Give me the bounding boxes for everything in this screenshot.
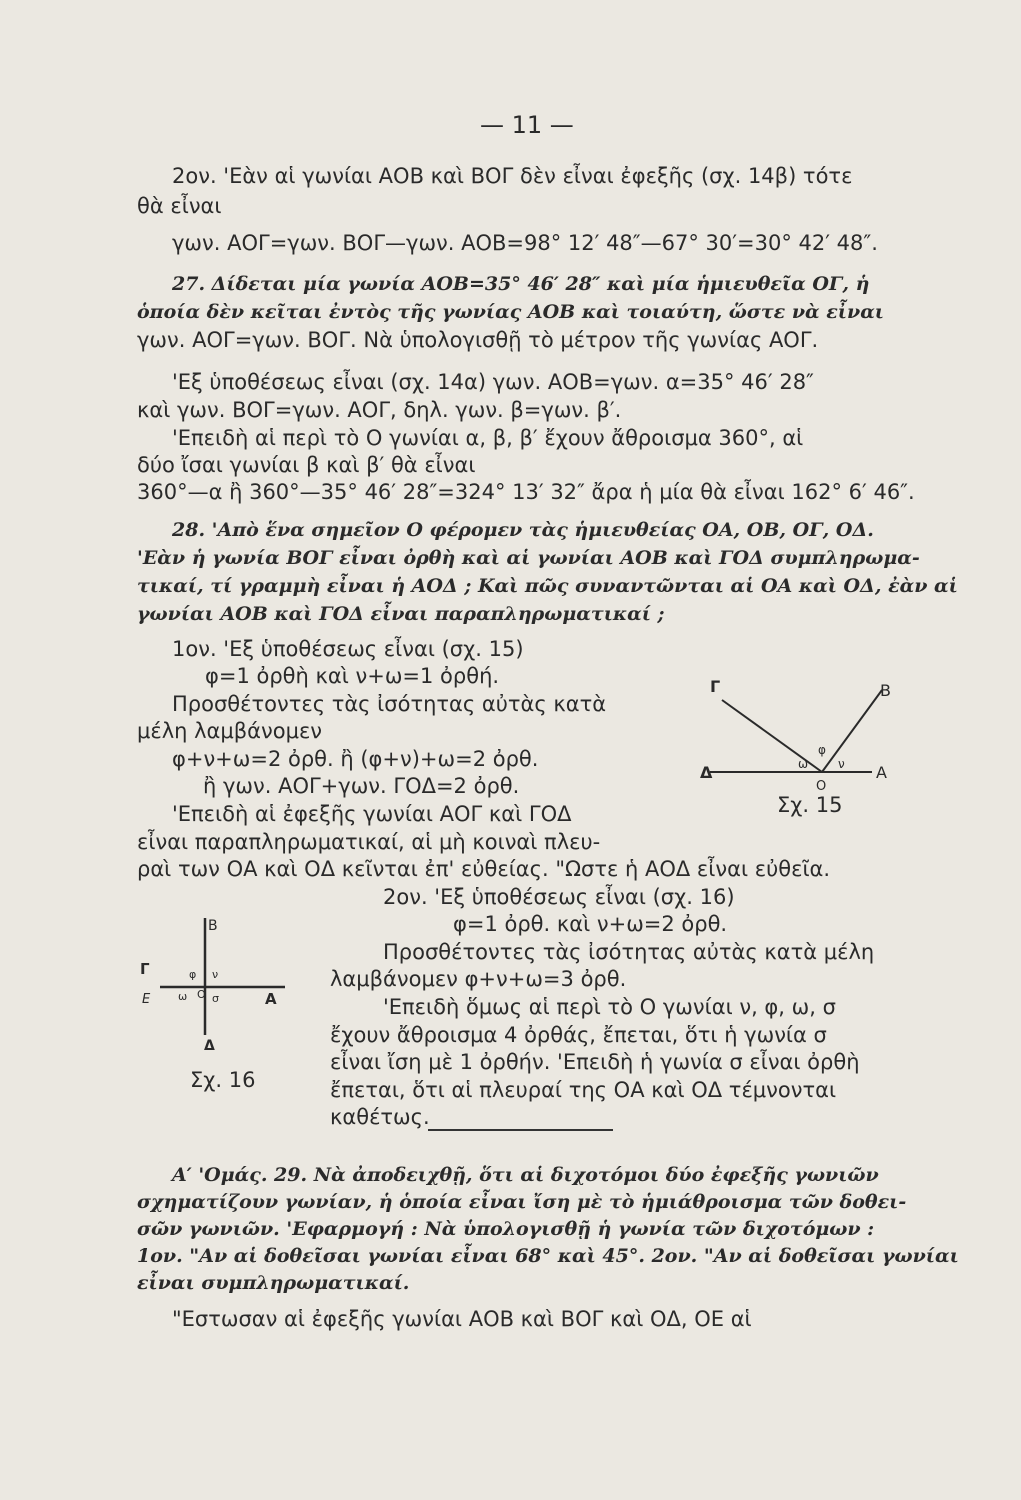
- fig15-label-d: Δ: [700, 763, 713, 782]
- fig15-label-a: Α: [876, 763, 887, 782]
- text-line: 360°—α ἢ 360°—35° 46′ 28″=324° 13′ 32″ ἄρα ἡ μία θὰ εἶναι 162° 6′ 46″.: [137, 480, 915, 504]
- exercise-28-line: γωνίαι ΑΟΒ καὶ ΓΟΔ εἶναι παραπληρωματικαί ;: [137, 603, 665, 625]
- figure-15-caption: Σχ. 15: [777, 793, 843, 817]
- text-line: φ+ν+ω=2 ὀρθ. ἢ (φ+ν)+ω=2 ὀρθ.: [172, 747, 539, 771]
- figure-15: [700, 670, 900, 800]
- page-number: — 11 —: [480, 111, 574, 139]
- exercise-28-line: τικαί, τί γραμμὴ εἶναι ἡ ΑΟΔ ; Καὶ πῶς συναντῶνται αἱ ΟΑ καὶ ΟΔ, ἐὰν αἱ: [137, 575, 958, 597]
- exercise-27-line: γων. ΑΟΓ=γων. ΒΟΓ. Νὰ ὑπολογισθῇ τὸ μέτρον τῆς γωνίας ΑΟΓ.: [137, 328, 819, 352]
- text-line: θὰ εἶναι: [137, 194, 222, 218]
- text-line: δύο ἴσαι γωνίαι β καὶ β′ θὰ εἶναι: [137, 453, 476, 477]
- exercise-29-line: εἶναι συμπληρωματικαί.: [137, 1272, 410, 1294]
- text-line: Προσθέτοντες τὰς ἰσότητας αὐτὰς κατὰ μέλη: [383, 940, 875, 964]
- text-line: 1ον. 'Εξ ὑποθέσεως εἶναι (σχ. 15): [172, 637, 524, 661]
- text-line: φ=1 ὀρθ. καὶ ν+ω=2 ὀρθ.: [453, 912, 728, 936]
- fig15-label-nu: ν: [838, 757, 845, 771]
- fig16-label-sigma: σ: [212, 992, 219, 1005]
- text-line: "Εστωσαν αἱ ἐφεξῆς γωνίαι ΑΟΒ καὶ ΒΟΓ καὶ ΟΔ, ΟΕ αἱ: [172, 1307, 752, 1331]
- fig15-ray-ob: [822, 690, 882, 772]
- text-line: ἔχουν ἄθροισμα 4 ὀρθάς, ἔπεται, ὅτι ἡ γωνία σ: [330, 1023, 827, 1047]
- fig16-label-omega: ω: [178, 990, 188, 1003]
- exercise-27-line: 27. Δίδεται μία γωνία ΑΟΒ=35° 46′ 28″ καὶ μία ἡμιευθεῖα ΟΓ, ἡ: [172, 273, 870, 295]
- exercise-27-line: ὁποία δὲν κεῖται ἐντὸς τῆς γωνίας ΑΟΒ καὶ τοιαύτη, ὥστε νὰ εἶναι: [137, 301, 885, 323]
- fig16-label-o: Ο: [197, 988, 206, 1001]
- figure-16: [140, 910, 290, 1050]
- text-line: ἔπεται, ὅτι αἱ πλευραί της ΟΑ καὶ ΟΔ τέμνονται: [330, 1078, 837, 1102]
- text-line: 2ον. 'Εὰν αἱ γωνίαι ΑΟΒ καὶ ΒΟΓ δὲν εἶναι ἐφεξῆς (σχ. 14β) τότε: [172, 164, 853, 188]
- text-line: ἢ γων. ΑΟΓ+γων. ΓΟΔ=2 ὀρθ.: [203, 774, 520, 798]
- text-line: 'Εξ ὑποθέσεως εἶναι (σχ. 14α) γων. ΑΟΒ=γων. α=35° 46′ 28″: [172, 370, 814, 394]
- fig16-label-g: Γ: [140, 960, 150, 978]
- text-line: μέλη λαμβάνομεν: [137, 719, 323, 743]
- figure-16-caption: Σχ. 16: [190, 1068, 256, 1092]
- fig15-label-omega: ω: [798, 757, 809, 771]
- text-line: 'Επειδὴ αἱ ἐφεξῆς γωνίαι ΑΟΓ καὶ ΓΟΔ: [172, 802, 572, 826]
- text-line: εἶναι παραπληρωματικαί, αἱ μὴ κοιναὶ πλευ-: [137, 830, 601, 854]
- text-line: γων. ΑΟΓ=γων. ΒΟΓ—γων. ΑΟΒ=98° 12′ 48″—67° 30′=30° 42′ 48″.: [172, 231, 878, 255]
- text-line: 2ον. 'Εξ ὑποθέσεως εἶναι (σχ. 16): [383, 885, 735, 909]
- exercise-29-line: Α′ 'Ομάς. 29. Νὰ ἀποδειχθῇ, ὅτι αἱ διχοτόμοι δύο ἐφεξῆς γωνιῶν: [172, 1164, 879, 1186]
- fig15-label-o: Ο: [816, 779, 827, 794]
- text-line: Προσθέτοντες τὰς ἰσότητας αὐτὰς κατὰ: [172, 692, 607, 716]
- exercise-29-line: 1ον. "Αν αἱ δοθεῖσαι γωνίαι εἶναι 68° καὶ 45°. 2ον. "Αν αἱ δοθεῖσαι γωνίαι: [137, 1245, 959, 1267]
- exercise-28-line: 28. 'Απὸ ἕνα σημεῖον Ο φέρομεν τὰς ἡμιευθείας ΟΑ, ΟΒ, ΟΓ, ΟΔ.: [172, 519, 874, 541]
- exercise-29-line: σῶν γωνιῶν. 'Εφαρμογή : Νὰ ὑπολογισθῇ ἡ γωνία τῶν διχοτόμων :: [137, 1218, 875, 1240]
- exercise-29-line: σχηματίζουν γωνίαν, ἡ ὁποία εἶναι ἴση μὲ τὸ ἡμιάθροισμα τῶν δοθει-: [137, 1191, 907, 1213]
- text-line: 'Επειδὴ αἱ περὶ τὸ Ο γωνίαι α, β, β′ ἔχουν ἄθροισμα 360°, αἱ: [172, 426, 804, 450]
- fig15-label-b: Β: [880, 681, 891, 700]
- fig16-label-d: Δ: [204, 1038, 215, 1050]
- fig16-label-phi: φ: [189, 968, 197, 981]
- fig15-label-phi: φ: [818, 743, 826, 757]
- text-line: καὶ γων. ΒΟΓ=γων. ΑΟΓ, δηλ. γων. β=γων. β′.: [137, 398, 622, 422]
- text-line: ραὶ των ΟΑ καὶ ΟΔ κεῖνται ἐπ' εὐθείας. "Ωστε ἡ ΑΟΔ εἶναι εὐθεῖα.: [137, 857, 831, 881]
- fig16-label-e: Ε: [142, 992, 151, 1007]
- text-line: εἶναι ἴση μὲ 1 ὀρθήν. 'Επειδὴ ἡ γωνία σ εἶναι ὀρθὴ: [330, 1050, 860, 1074]
- text-line: φ=1 ὀρθὴ καὶ ν+ω=1 ὀρθή.: [205, 664, 500, 688]
- section-divider: [428, 1129, 613, 1131]
- fig16-label-nu: ν: [212, 968, 219, 981]
- text-line: καθέτως.: [330, 1105, 430, 1129]
- fig16-label-a: Α: [265, 990, 277, 1008]
- text-line: 'Επειδὴ ὅμως αἱ περὶ τὸ Ο γωνίαι ν, φ, ω, σ: [383, 995, 836, 1019]
- fig15-label-g: Γ: [710, 677, 721, 696]
- text-line: λαμβάνομεν φ+ν+ω=3 ὀρθ.: [330, 967, 627, 991]
- fig16-label-b: Β: [208, 918, 218, 934]
- exercise-28-line: 'Εὰν ἡ γωνία ΒΟΓ εἶναι ὀρθὴ καὶ αἱ γωνίαι ΑΟΒ καὶ ΓΟΔ συμπληρωμα-: [137, 547, 920, 569]
